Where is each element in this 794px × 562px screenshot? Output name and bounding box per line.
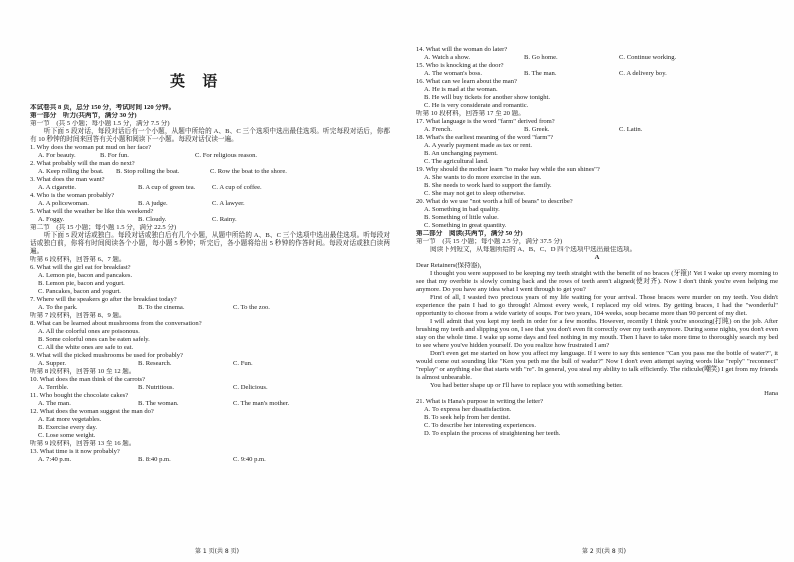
part2-sec1-title: 第一节 (共 15 小题；每小题 2.5 分，满分 37.5 分): [416, 238, 563, 245]
question-1-options: [30, 152, 390, 160]
option-a: A. The woman's boss.: [424, 70, 483, 77]
question-5: 5. What will the weather be like this weekend?: [30, 208, 154, 215]
option-b: B. An unchanging payment.: [424, 150, 498, 157]
option-b: B. Nutritious.: [138, 384, 175, 391]
sec1-instructions: 听下面 5 段对话，每段对话后有一个小题，从题中所给的 A、B、C 三个选项中选出最佳选项。听完每段对话后，你都有 10 秒钟的时间来回答有关小题和阅读下一小题。每段对话仅读一遍。: [30, 128, 390, 143]
option-c: C. Continue working.: [619, 54, 677, 61]
option-b: B. The man.: [524, 70, 557, 77]
page-title: 英 语: [170, 72, 224, 90]
option-c: C. She may not get to sleep otherwise.: [424, 190, 526, 197]
letter-paragraph: I thought you were supposed to be keeping my teeth straight with the benefit of no braces (牙箍)! Yet I wake up every morning to see that my overbite is slowly coming back and the rows of teeth aren't aligned(使对齐). Now I don't think you're even helping me anymore. Do you have any idea what I went through to get you?: [416, 270, 778, 293]
option-b: B. 8:40 p.m.: [138, 456, 171, 463]
question-14: 14. What will the woman do later?: [416, 46, 508, 53]
option-a: A. Watch a show.: [424, 54, 470, 61]
question-15: 15. Who is knocking at the door?: [416, 62, 504, 69]
option-c: C. He is very considerate and romantic.: [424, 102, 529, 109]
option-c: C. Delicious.: [233, 384, 268, 391]
option-a: A. A cigarette.: [38, 184, 77, 191]
option-b: B. A cup of green tea.: [138, 184, 196, 191]
question-17-options: [416, 126, 778, 134]
question-7-options: [30, 304, 390, 312]
option-c: C. A lawyer.: [212, 200, 245, 207]
option-c: C. Fun.: [233, 360, 253, 367]
question-4-options: [30, 200, 390, 208]
letter-salutation: Dear Retainers(保持器)，: [416, 262, 487, 269]
option-c: C. Pancakes, bacon and yogurt.: [38, 288, 121, 295]
option-a: A. Supper.: [38, 360, 67, 367]
exam-info: 本试卷共 8 页，总分 150 分，考试时间 120 分钟。: [30, 104, 176, 111]
option-b: B. Cloudy.: [138, 216, 167, 223]
option-a: A. Eat more vegetables.: [38, 416, 102, 423]
option-b: B. Greek.: [524, 126, 550, 133]
question-3-options: [30, 184, 390, 192]
option-c: C. The man's mother.: [233, 400, 290, 407]
option-a: A. For beauty.: [38, 152, 76, 159]
option-a: A. Something in bad quality.: [424, 206, 500, 213]
option-a: A. To the park.: [38, 304, 78, 311]
option-c: C. To the zoo.: [233, 304, 270, 311]
sec2-title: 第二节 (共 15 小题；每小题 1.5 分，满分 22.5 分): [30, 224, 177, 231]
option-b: B. Something of little value.: [424, 214, 499, 221]
option-b: B. The woman.: [138, 400, 179, 407]
option-d: D. To explain the process of straightening her teeth.: [424, 430, 561, 437]
question-6: 6. What will the girl eat for breakfast?: [30, 264, 131, 271]
question-9: 9. What will the picked mushrooms be used for probably?: [30, 352, 183, 359]
material-10: 听第 10 段材料，回答第 17 至 20 题。: [416, 110, 525, 117]
option-b: B. To seek help from her dentist.: [424, 414, 511, 421]
page-footer-right: 第 2 页(共 8 页): [582, 548, 626, 555]
letter-paragraph: First of all, I wasted two precious years of my life waiting for your arrival. Those braces were murder on my teeth. You didn't experience the pain I had to go through! Almost every week, I replaced my old wires. By getting braces, I had the "wonderful" opportunity to choose from a wide variety of soups. For two years, 104 weeks, soup became more than 90 percent of my diet.: [416, 294, 778, 317]
page-footer-left: 第 1 页(共 8 页): [195, 548, 239, 555]
option-c: C. A delivery boy.: [619, 70, 667, 77]
option-c: C. For religious reason.: [195, 152, 258, 159]
question-15-options: [416, 70, 778, 78]
question-11-options: [30, 400, 390, 408]
part2-title: 第二部分 阅读(共两节，满分 50 分): [416, 230, 523, 237]
question-5-options: [30, 216, 390, 224]
letter-signature: Hana: [764, 390, 778, 397]
question-17: 17. What language is the word "farm" derived from?: [416, 118, 555, 125]
question-1: 1. Why does the woman put mud on her face?: [30, 144, 152, 151]
part1-title: 第一部分 听力(共两节，满分 30 分): [30, 112, 137, 119]
option-a: A. Keep rolling the boat.: [38, 168, 104, 175]
option-a: A. He is mad at the woman.: [424, 86, 498, 93]
option-c: C. Something in great quantity.: [424, 222, 507, 229]
option-a: A. Terrible.: [38, 384, 69, 391]
question-11: 11. Who bought the chocolate cakes?: [30, 392, 129, 399]
option-b: B. A judge.: [138, 200, 168, 207]
question-18: 18. What's the earliest meaning of the word "farm"?: [416, 134, 553, 141]
option-b: B. She needs to work hard to support the family.: [424, 182, 552, 189]
question-13: 13. What time is it now probably?: [30, 448, 120, 455]
option-b: B. Research.: [138, 360, 172, 367]
option-c: C. Row the boat to the shore.: [210, 168, 287, 175]
question-13-options: [30, 456, 390, 464]
option-a: A. A policewoman.: [38, 200, 89, 207]
option-b: B. To the cinema.: [138, 304, 185, 311]
question-4: 4. Who is the woman probably?: [30, 192, 115, 199]
question-2-options: [30, 168, 390, 176]
option-b: B. For fun.: [100, 152, 129, 159]
option-c: C. All the white ones are safe to eat.: [38, 344, 134, 351]
option-c: C. Rainy.: [212, 216, 237, 223]
option-a: A. Foggy.: [38, 216, 65, 223]
option-c: C. A cup of coffee.: [212, 184, 262, 191]
option-a: A. Lemon pie, bacon and pancakes.: [38, 272, 133, 279]
question-3: 3. What does the man want?: [30, 176, 105, 183]
option-c: C. 9:40 p.m.: [233, 456, 266, 463]
question-21: 21. What is Hana's purpose in writing the letter?: [416, 398, 544, 405]
option-c: C. Lose some weight.: [38, 432, 96, 439]
question-10-options: [30, 384, 390, 392]
question-19: 19. Why should the mother learn "to make hay while the sun shines"?: [416, 166, 600, 173]
option-c: C. Latin.: [619, 126, 643, 133]
option-a: A. A yearly payment made as tax or rent.: [424, 142, 533, 149]
left-column: [30, 104, 390, 464]
question-9-options: [30, 360, 390, 368]
material-6: 听第 6 段材料，回答第 6、7 题。: [30, 256, 126, 263]
option-b: B. He will buy tickets for another show tonight.: [424, 94, 550, 101]
sec2-instructions: 听下面 5 段对话或独白。每段对话或独白后有几个小题，从题中所给的 A、B、C 三个选项中选出最佳选项。听每段对话或独白前，你将有时间阅读各个小题，每小题 5 秒钟；听完后，各小题将给出 5 秒钟的作答时间。每段对话或独白读两遍。: [30, 232, 390, 255]
question-20: 20. What do we use "not worth a hill of beans" to describe?: [416, 198, 573, 205]
option-a: A. French.: [424, 126, 453, 133]
question-12: 12. What does the woman suggest the man do?: [30, 408, 154, 415]
letter-paragraph: Don't even get me started on how you affect my language. If I were to say this sentence "Can you pass me the bottle of water?", it would come out sounding like "Ken you peth me the bull of wadur?" Now I don't even attempt saying words like "reply" "reconnect" "replay" or anything else that starts with "re". In general, you steal my ability to talk efficiently. The ridicule(嘲笑) I get from my friends is almost unbearable.: [416, 350, 778, 381]
material-9: 听第 9 段材料，回答第 13 至 16 题。: [30, 440, 136, 447]
question-16: 16. What can we learn about the man?: [416, 78, 517, 85]
option-a: A. The man.: [38, 400, 71, 407]
letter-paragraph: You had better shape up or I'll have to replace you with something better.: [430, 382, 623, 389]
option-a: A. All the colorful ones are poisonous.: [38, 328, 140, 335]
option-a: A. She wants to do more exercise in the sun.: [424, 174, 542, 181]
option-b: B. Go home.: [524, 54, 558, 61]
part2-sec1-instructions: 阅读下列短文，从每题所给的 A、B、C、D 四个选项中选出最佳选项。: [430, 246, 637, 253]
sec1-title: 第一节 (共 5 小题；每小题 1.5 分，满分 7.5 分): [30, 120, 170, 127]
option-b: B. Lemon pie, bacon and yogurt.: [38, 280, 125, 287]
material-7: 听第 7 段材料，回答第 8、9 题。: [30, 312, 126, 319]
option-a: A. To express her dissatisfaction.: [424, 406, 512, 413]
passage-label: A: [594, 254, 600, 261]
option-b: B. Some colorful ones can be eaten safely.: [38, 336, 150, 343]
option-b: B. Stop rolling the boat.: [116, 168, 180, 175]
question-14-options: [416, 54, 778, 62]
letter-paragraph: I will admit that you kept my teeth in order for a few months. However, recently I think you're snoozing(打盹) on the job. After brushing my teeth and slipping you on, I see that you don't even fit correctly over my teeth anymore. During some nights, you don't even stay on the whole time. I wake up some days and feel nothing in my mouth. Then I have to take more time to thoroughly search my bed to see where you've hidden yourself. Do you realize how frustrated I am?: [416, 318, 778, 349]
option-c: C. To describe her interesting experiences.: [424, 422, 537, 429]
option-a: A. 7:40 p.m.: [38, 456, 72, 463]
question-10: 10. What does the man think of the carrots?: [30, 376, 146, 383]
right-column: [416, 46, 778, 438]
question-2: 2. What probably will the man do next?: [30, 160, 135, 167]
option-c: C. The agricultural land.: [424, 158, 489, 165]
option-b: B. Exercise every day.: [38, 424, 98, 431]
question-8: 8. What can be learned about mushrooms from the conversation?: [30, 320, 202, 327]
material-8: 听第 8 段材料，回答第 10 至 12 题。: [30, 368, 136, 375]
question-7: 7. Where will the speakers go after the breakfast today?: [30, 296, 177, 303]
